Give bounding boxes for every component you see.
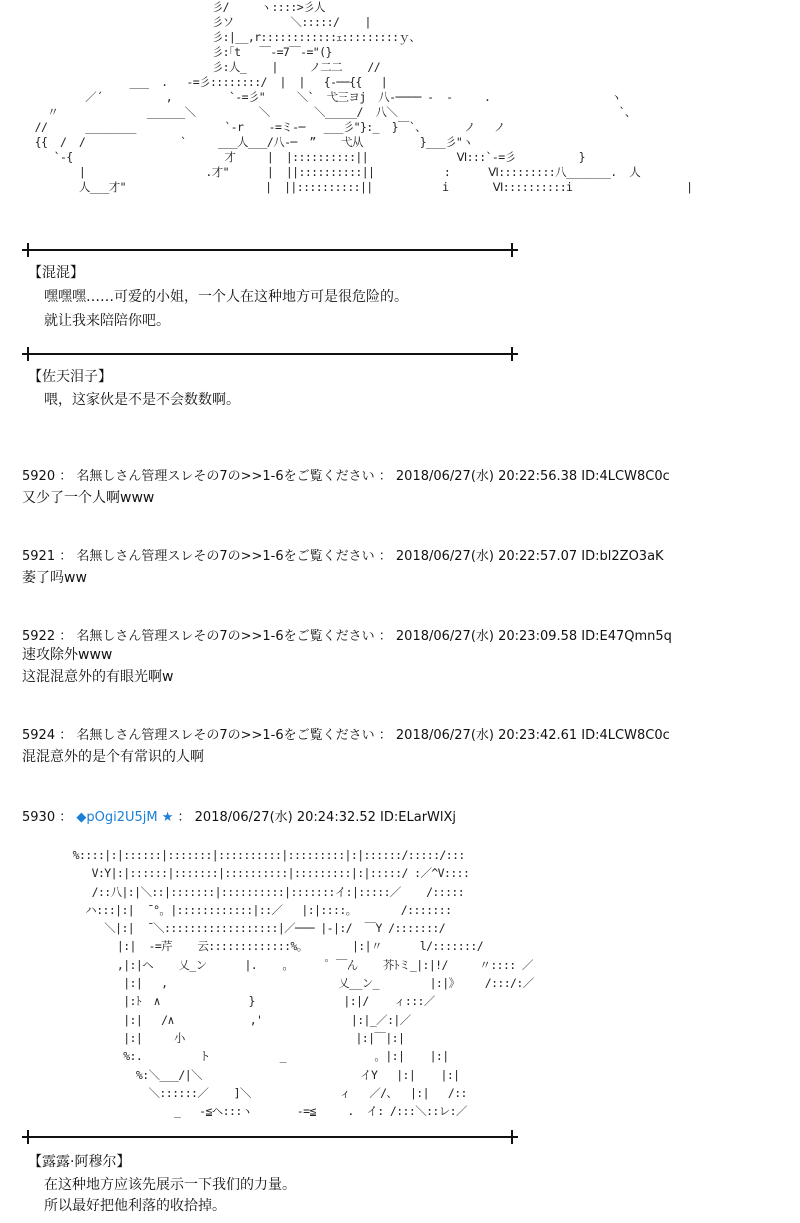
post-body: 速攻除外www (22, 647, 113, 663)
divider-1 (22, 243, 518, 257)
divider-tick-right (511, 1130, 513, 1144)
post-body: 混混意外的是个有常识的人啊 (22, 749, 204, 765)
divider-line (22, 353, 518, 355)
ascii-art-top: 彡/ ヽ::::>彡人 彡ソ ＼:::::/ | 彡:|__,r::::::::::::ｪ:::::::::ｙ、 彡:｢t ￣-=7￣-="(} 彡:人_ | ノ二二 // ___ . -=彡::::::::/ | | {-──{{ | ／´ , `-=彡" ＼` 弋三ヨj 八-──── - - . ヽ 〃 ______＼ ＼ ＼_____/ 八＼ `、 // ________ `-r -=ミ-─ ___彡"}:_ }￣`、 ノ ノ {{ / / ` ___人___/八-─ ” 弋从 }___彡"ヽ `-{ 才 | |::::::::::|| Ⅵ:::`-=彡 } | .才" | ||::::::::::|| : Ⅵ:::::::::八_______. 人 人___才" | ||::::::::::|| i Ⅵ::::::::::i | (34, 0, 693, 194)
speaker-label: 【露露·阿穆尔】 (28, 1154, 131, 1170)
dialogue-line: 嘿嘿嘿……可爱的小姐，一个人在这种地方可是很危险的。 (44, 289, 408, 305)
post-meta: ： 2018/06/27(水) 20:24:32.52 ID:ELarWlXj (173, 810, 457, 825)
divider-2 (22, 347, 518, 361)
post-body: 这混混意外的有眼光啊w (22, 669, 174, 685)
post-header: 5922 ： 名無しさん管理スレその7の>>1-6をご覧ください ： 2018/06/27(水) 20:23:09.58 ID:E47Qmn5q (22, 629, 672, 644)
post-body: 萎了吗ww (22, 570, 87, 586)
speaker-label: 【混混】 (28, 265, 84, 281)
dialogue-line: 所以最好把他利落的收拾掉。 (44, 1198, 226, 1214)
post-header: 5920 ： 名無しさん管理スレその7の>>1-6をご覧ください ： 2018/06/27(水) 20:22:56.38 ID:4LCW8C0c (22, 469, 670, 484)
divider-line (22, 249, 518, 251)
post-header: 5924 ： 名無しさん管理スレその7の>>1-6をご覧ください ： 2018/06/27(水) 20:23:42.61 ID:4LCW8C0c (22, 728, 670, 743)
divider-tick-right (511, 347, 513, 361)
speaker-label: 【佐天泪子】 (28, 369, 112, 385)
divider-tick-right (511, 243, 513, 257)
dialogue-line: 在这种地方应该先展示一下我们的力量。 (44, 1177, 296, 1193)
ascii-art-bottom: %::::|:|::::::|:::::::|::::::::::|:::::::::|:|::::::/:::::/::: V:Y|:|::::::|:::::::|::::::::::|:::::::::|:|:::::/ :／^V:::: /::八|:|＼::|:::::::|::::::::::|:::::::イ:|:::::／ /::::: ハ:::|:| ̄ °。|::::::::::::|::／ |:|::::。 /::::::: ＼|:| ̄ ＼::::::::::::::::::|／─── |-|:/ ￣Y /:::::::/ |:| -=芹 云:::::::::::::%。 |:|〃 l/:::::::/ ,|:|ヘ 乂_ン |. 。 ゜￣ん 芥ﾄミ_|:|!/ 〃:::: ／ |:| , 乂__ン_ |:|》 /:::/:／ |:ﾄ ∧ } |:|/ ィ:::／ |:| /∧ ,' |:|_／:|／ |:| 小 |:|￣|:| %:. ト _ 。|:| |:| %:＼___/|＼ イY |:| |:| ＼::::::／ ]＼ ィ ／/、 |:| /:: _ -≦ヘ:::ヽ -=≦ . イ: /:::＼::レ:／ (72, 848, 534, 1119)
post-body: 又少了一个人啊www (22, 490, 155, 506)
trip-code-link[interactable]: ◆pOgi2U5jM ★ (76, 810, 174, 825)
divider-tick-left (27, 243, 29, 257)
post-number: 5930 ： (22, 810, 77, 825)
divider-tick-left (27, 347, 29, 361)
divider-tick-left (27, 1130, 29, 1144)
divider-3 (22, 1130, 518, 1144)
post-header-5930 (22, 806, 456, 825)
divider-line (22, 1136, 518, 1138)
dialogue-line: 喂，这家伙是不是不会数数啊。 (44, 392, 240, 408)
dialogue-line: 就让我来陪陪你吧。 (44, 313, 170, 329)
post-header: 5921 ： 名無しさん管理スレその7の>>1-6をご覧ください ： 2018/06/27(水) 20:22:57.07 ID:bl2ZO3aK (22, 549, 664, 564)
